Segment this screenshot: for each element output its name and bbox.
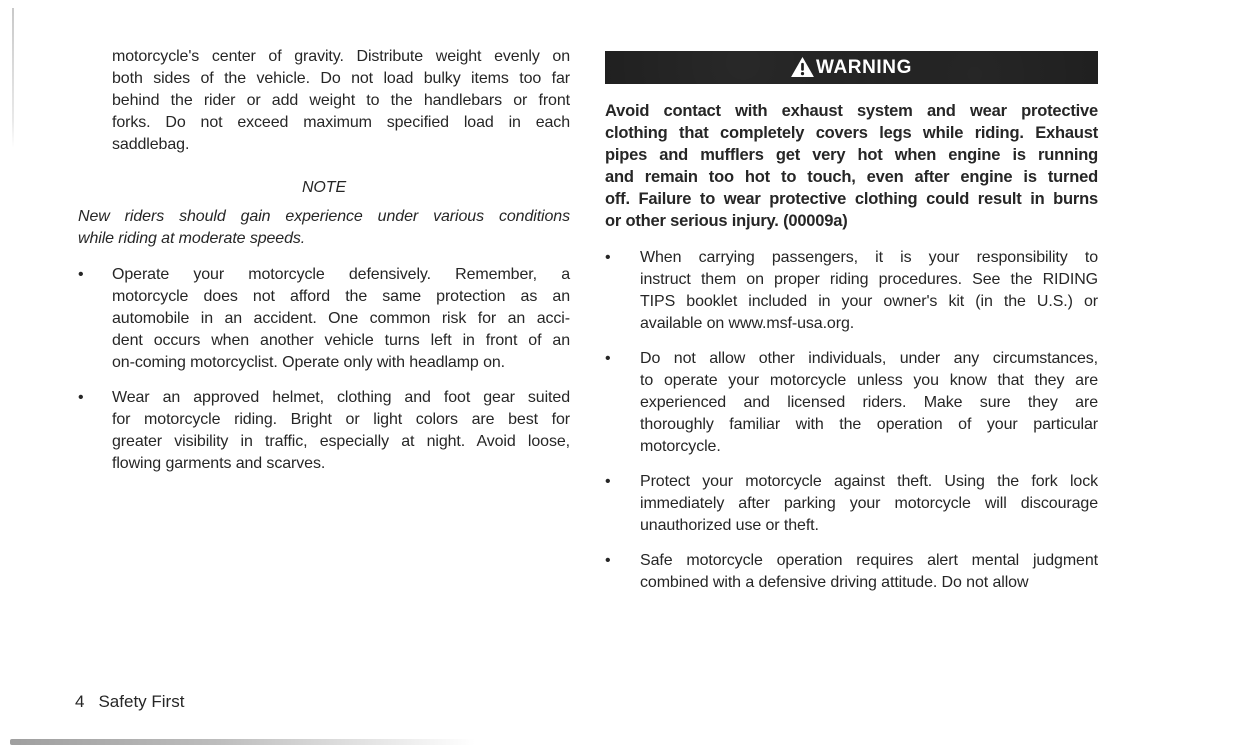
bullet-marker: • [605, 350, 611, 367]
bullet-item-mental-judgment [605, 550, 1098, 594]
page-footer [75, 691, 184, 713]
bullet-marker: • [78, 266, 84, 283]
bullet-text: Operate your motorcycle defensively. Remember, a motorcycle does not afford the same protection as an automobile in an accident. One common risk for an acci- dent occurs when another vehicle turns left in front of an on-coming motorcyclist. Operate only with headlamp on. [112, 266, 570, 371]
bullet-item-theft-protection [605, 471, 1098, 537]
bullet-item-passengers [605, 247, 1098, 335]
bullet-text: Safe motorcycle operation requires alert mental judgment combined with a defensive driving attitude. Do not allow [640, 552, 1098, 591]
scan-shadow-artifact [10, 739, 475, 745]
warning-triangle-icon [791, 59, 816, 77]
bullet-item-defensive-riding [78, 264, 570, 374]
bullet-marker: • [605, 552, 611, 569]
scan-edge-artifact [12, 8, 14, 148]
bullet-text: Wear an approved helmet, clothing and foot gear suited for motorcycle riding. Bright or light colors are best for greater visibility in traffic, especially at night. Avoid loose, flowing garments and scarves. [112, 389, 570, 472]
left-column [78, 46, 570, 488]
bullet-text: Protect your motorcycle against theft. Using the fork lock immediately after parking your motorcycle will discourage unauthorized use or theft. [640, 473, 1098, 534]
bullet-item-other-riders [605, 348, 1098, 458]
note-paragraph: New riders should gain experience under various conditions while riding at moderate speeds. [78, 208, 570, 247]
page-number: 4 [75, 692, 85, 711]
right-column [605, 51, 1098, 607]
warning-banner-label: WARNING [815, 56, 913, 78]
bullet-item-protective-gear [78, 387, 570, 475]
bullet-marker: • [605, 473, 611, 490]
warning-banner [605, 51, 1098, 84]
bullet-text: When carrying passengers, it is your responsibility to instruct them on proper riding procedures. See the RIDING TIPS booklet included in your owner's kit (in the U.S.) or available on www.msf-usa.org. [640, 249, 1098, 332]
bullet-marker: • [78, 389, 84, 406]
bullet-marker: • [605, 249, 611, 266]
warning-paragraph-exhaust-heat: Avoid contact with exhaust system and wear protective clothing that completely covers legs while riding. Exhaust pipes and mufflers get very hot when engine is running and remain too hot to touch, even after engine is turned off. Failure to wear protective clothing could result in burns or other serious injury. (00009a) [605, 102, 1098, 230]
chapter-title: Safety First [98, 692, 185, 711]
note-heading: NOTE [301, 179, 347, 196]
paragraph-load-distribution: motorcycle's center of gravity. Distribute weight evenly on both sides of the vehicle. Do not load bulky items too far behind the rider or add weight to the handlebars or front forks. Do not exceed maximum specified load in each saddlebag. [112, 48, 570, 153]
bullet-text: Do not allow other individuals, under any circumstances, to operate your motorcycle unless you know that they are experienced and licensed riders. Make sure they are thoroughly familiar with the operation of your particular motorcycle. [640, 350, 1098, 455]
